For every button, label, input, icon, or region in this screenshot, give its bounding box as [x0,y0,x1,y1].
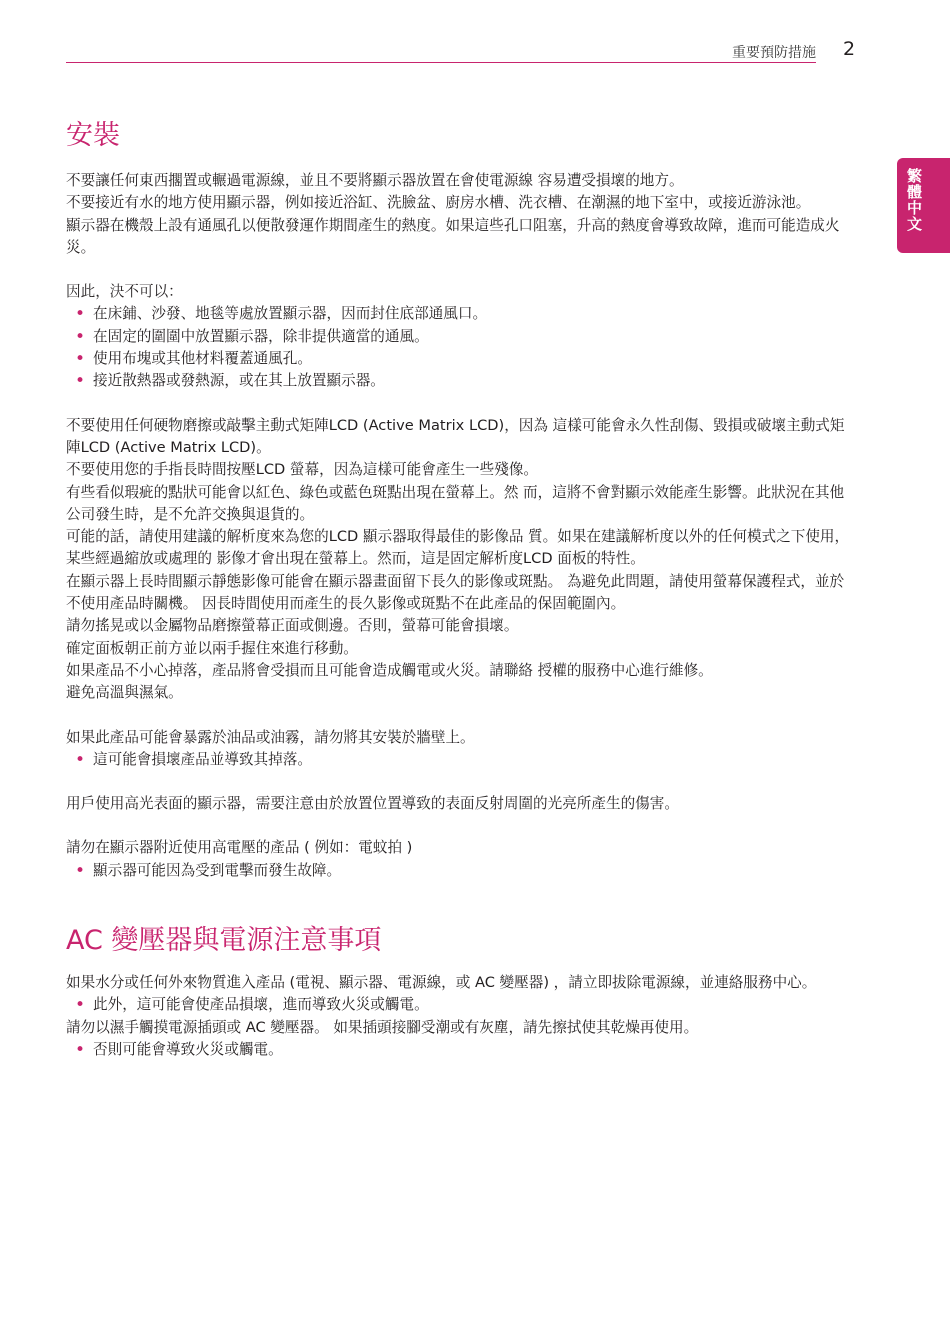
spacer [66,393,856,415]
header-divider [66,62,816,63]
list-item: • 否則可能會導致火災或觸電。 [66,1039,856,1061]
list-item: • 使用布塊或其他材料覆蓋通風孔。 [66,348,856,370]
list-item: • 顯示器可能因為受到電擊而發生故障。 [66,860,856,882]
page-number: 2 [843,38,856,60]
paragraph: 請勿搖晃或以金屬物品磨擦螢幕正面或側邊。否則，螢幕可能會損壞。 [66,617,519,635]
paragraph: 確定面板朝正前方並以兩手握住來進行移動。 [66,639,358,657]
language-tab-label: 繁體中文 [905,168,923,232]
section-title-installation: 安裝 [66,120,120,151]
spacer [66,705,856,727]
list-item: • 在固定的圍圍中放置顯示器，除非提供適當的通風。 [66,326,856,348]
paragraph: 如果此產品可能會暴露於油品或油霧，請勿將其安裝於牆壁上。 [66,728,475,746]
section-title-ac-power: AC 變壓器與電源注意事項 [66,925,382,957]
paragraph: 不要讓任何東西擱置或輾過電源線，並且不要將顯示器放置在會使電源線 容易遭受損壞的地方。 [66,172,684,189]
paragraph: 有些看似瑕疵的點狀可能會以紅色、綠色或藍色斑點出現在螢幕上。然 而，這將不會對顯示效能產生影響。此狀況在其他公司發生時，是不允許交換與退貨的。 [66,483,845,523]
bullet-list [66,994,856,1016]
paragraph: 顯示器在機殼上設有通風孔以便散發運作期間產生的熱度。如果這些孔口阻塞，升高的熱度會導致故障，進而可能造成火災。 [66,216,840,256]
paragraph: 不要接近有水的地方使用顯示器，例如接近浴缸、洗臉盆、廚房水槽、洗衣槽、在潮濕的地下室中，或接近游泳池。 [66,194,811,212]
spacer [66,259,856,281]
list-item: • 此外，這可能會使產品損壞，進而導致火災或觸電。 [66,994,856,1016]
paragraph: 請勿在顯示器附近使用高電壓的產品 ( 例如：電蚊拍 ) [66,839,413,857]
paragraph: 可能的話，請使用建議的解析度來為您的LCD 顯示器取得最佳的影像品 質。如果在建議解析度以外的任何模式之下使用，某些經過縮放或處理的 影像才會出現在螢幕上。然而，這是固定解析度LCD 面板的特性。 [66,528,850,568]
bullet-list [66,1039,856,1061]
list-item: • 接近散熱器或發熱源，或在其上放置顯示器。 [66,370,856,392]
spacer [66,815,856,837]
paragraph: 不要使用任何硬物磨擦或敲擊主動式矩陣LCD (Active Matrix LCD)，因為 這樣可能會永久性刮傷、毀損或破壞主動式矩陣LCD (Active Matrix LCD)。 [66,416,845,456]
list-item: • 在床鋪、沙發、地毯等處放置顯示器，因而封住底部通風口。 [66,303,856,325]
bullet-list [66,749,856,771]
page-content [66,114,856,1061]
paragraph: 如果產品不小心掉落，產品將會受損而且可能會造成觸電或火災。請聯絡 授權的服務中心進行維修。 [66,661,713,679]
bullet-list [66,860,856,882]
spacer [66,771,856,793]
paragraph: 不要使用您的手指長時間按壓LCD 螢幕，因為這樣可能會產生一些殘像。 [66,461,539,479]
paragraph: 用戶使用高光表面的顯示器，需要注意由於放置位置導致的表面反射周圍的光亮所產生的傷害。 [66,795,679,813]
paragraph: 在顯示器上長時間顯示靜態影像可能會在顯示器畫面留下長久的影像或斑點。 為避免此問題，請使用螢幕保護程式，並於不使用產品時關機。 因長時間使用而產生的長久影像或斑點不在此產品的保固範圍內。 [66,572,845,613]
paragraph: 請勿以濕手觸摸電源插頭或 AC 變壓器。 如果插頭接腳受潮或有灰塵，請先擦拭使其乾燥再使用。 [66,1018,699,1036]
paragraph: 如果水分或任何外來物質進入產品 (電視、顯示器、電源線，或 AC 變壓器) ，請立即拔除電源線，並連絡服務中心。 [66,974,817,992]
therefore-label: 因此，決不可以： [66,283,183,301]
list-item: • 這可能會損壞產品並導致其掉落。 [66,749,856,771]
bullet-list [66,303,856,392]
paragraph: 避免高溫與濕氣。 [66,684,183,702]
running-header-title: 重要預防措施 [732,45,816,61]
